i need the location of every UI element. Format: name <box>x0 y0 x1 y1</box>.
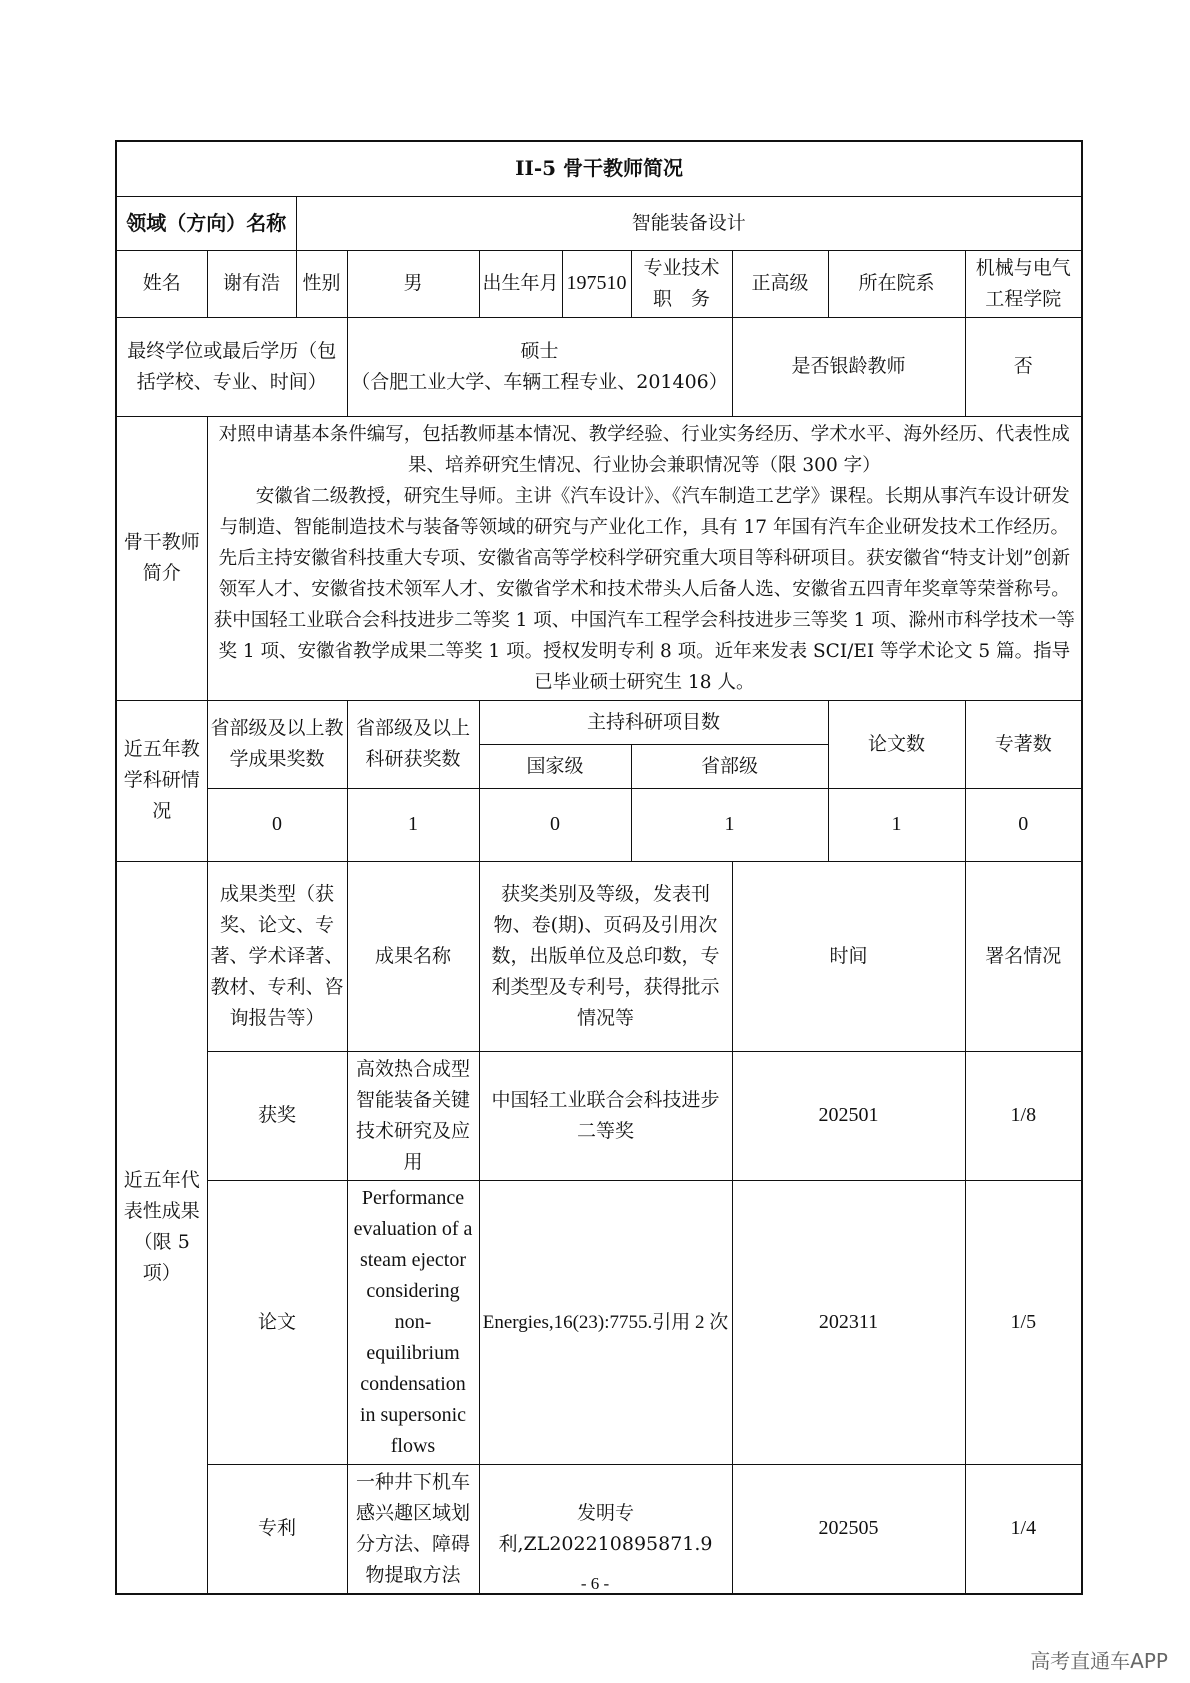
achievements-label: 近五年代表性成果（限 5 项） <box>116 861 207 1594</box>
header-research-award: 省部级及以上科研获奖数 <box>347 700 479 788</box>
header-teaching-award: 省部级及以上教学成果奖数 <box>207 700 347 788</box>
header-national: 国家级 <box>479 744 631 788</box>
gender-label: 性别 <box>296 250 347 317</box>
value-provincial: 1 <box>631 788 828 861</box>
achievement-time: 202505 <box>732 1464 965 1594</box>
degree-value-line2: （合肥工业大学、车辆工程专业、201406） <box>351 370 728 393</box>
field-label: 领域（方向）名称 <box>116 196 296 250</box>
field-value: 智能装备设计 <box>296 196 1082 250</box>
title-label: 专业技术职 务 <box>631 250 732 317</box>
achievement-name: 高效热合成型智能装备关键技术研究及应用 <box>347 1051 479 1180</box>
page-number: - 6 - <box>580 1574 610 1593</box>
header-achievement-detail: 获奖类别及等级，发表刊物、卷(期)、页码及引用次数，出版单位及总印数，专利类型及专利号，获得批示情况等 <box>479 861 732 1051</box>
header-projects: 主持科研项目数 <box>479 700 828 744</box>
achievement-time: 202501 <box>732 1051 965 1180</box>
gender-value: 男 <box>347 250 479 317</box>
bio-instruction: 对照申请基本条件编写，包括教师基本情况、教学经验、行业实务经历、学术水平、海外经历、代表性成果、培养研究生情况、行业协会兼职情况等（限 300 字） <box>218 423 1070 476</box>
achievement-type: 论文 <box>207 1180 347 1464</box>
header-achievement-type: 成果类型（获奖、论文、专著、学术译著、教材、专利、咨询报告等） <box>207 861 347 1051</box>
bio-text: 安徽省二级教授，研究生导师。主讲《汽车设计》、《汽车制造工艺学》课程。长期从事汽车设计研发与制造、智能制造技术与装备等领域的研究与产业化工作，具有 17 年国有汽车企业研发技术工作经历。先后主持安徽省科技重大专项、安徽省高等学校科学研究重大项目等科研项目。获安徽省“特支计划”创新领军人才、安徽省技术领军人才、安徽省学术和技术带头人后备人选、安徽省五四青年奖章等荣誉称号。获中国轻工业联合会科技进步二等奖 1 项、中国汽车工程学会科技进步三等奖 1 项、滁州市科学技术一等奖 1 项、安徽省教学成果二等奖 1 项。授权发明专利 8 项。近年来发表 SCI/EI 等学术论文 5 篇。指导已毕业硕士研究生 18 人。 <box>213 485 1075 693</box>
achievement-type: 专利 <box>207 1464 347 1594</box>
achievement-detail: 发明专利,ZL202210895871.9 <box>479 1464 732 1594</box>
achievement-sign: 1/5 <box>965 1180 1082 1464</box>
header-papers: 论文数 <box>828 700 965 788</box>
header-achievement-time: 时间 <box>732 861 965 1051</box>
achievement-sign: 1/4 <box>965 1464 1082 1594</box>
degree-label: 最终学位或最后学历（包括学校、专业、时间） <box>116 317 347 416</box>
achievement-detail: 中国轻工业联合会科技进步二等奖 <box>479 1051 732 1180</box>
silver-teacher-value: 否 <box>965 317 1082 416</box>
header-achievement-name: 成果名称 <box>347 861 479 1051</box>
achievement-name: Performance evaluation of a steam ejector considering non-equilibrium condensation in supersonic flows <box>347 1180 479 1464</box>
header-achievement-sign: 署名情况 <box>965 861 1082 1051</box>
value-books: 0 <box>965 788 1082 861</box>
silver-teacher-label: 是否银龄教师 <box>732 317 965 416</box>
research-label: 近五年教学科研情况 <box>116 700 207 861</box>
title-value: 正高级 <box>732 250 828 317</box>
name-value: 谢有浩 <box>207 250 296 317</box>
value-research-award: 1 <box>347 788 479 861</box>
birth-value: 197510 <box>562 250 631 317</box>
birth-label: 出生年月 <box>479 250 562 317</box>
bio-content <box>207 416 1082 700</box>
teacher-profile-table <box>115 140 1083 1595</box>
header-books: 专著数 <box>965 700 1082 788</box>
watermark: 高考直通车APP <box>1030 1649 1168 1673</box>
degree-value-line1: 硕士 <box>520 339 559 362</box>
bio-label: 骨干教师简介 <box>116 416 207 700</box>
dept-label: 所在院系 <box>828 250 965 317</box>
value-papers: 1 <box>828 788 965 861</box>
achievement-time: 202311 <box>732 1180 965 1464</box>
value-teaching-award: 0 <box>207 788 347 861</box>
degree-value <box>347 317 732 416</box>
achievement-name: 一种井下机车感兴趣区域划分方法、障碍物提取方法 <box>347 1464 479 1594</box>
value-national: 0 <box>479 788 631 861</box>
dept-value: 机械与电气工程学院 <box>965 250 1082 317</box>
achievement-type: 获奖 <box>207 1051 347 1180</box>
header-provincial: 省部级 <box>631 744 828 788</box>
achievement-detail: Energies,16(23):7755.引用 2 次 <box>479 1180 732 1464</box>
achievement-sign: 1/8 <box>965 1051 1082 1180</box>
name-label: 姓名 <box>116 250 207 317</box>
section-title: II-5 骨干教师简况 <box>116 141 1082 196</box>
